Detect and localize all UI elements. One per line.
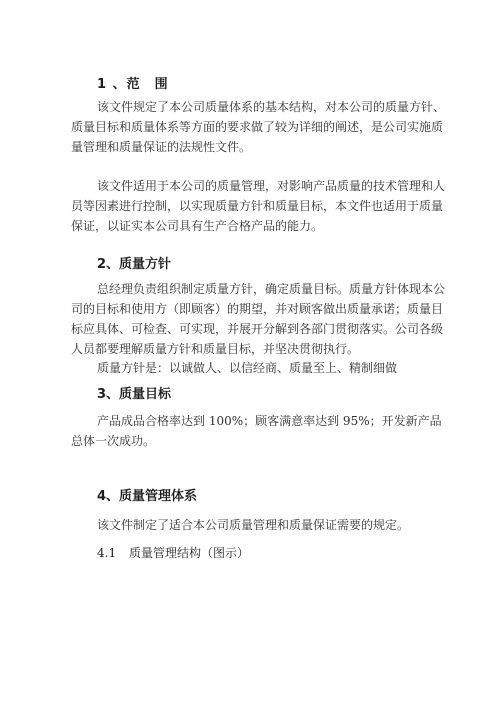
section-2-paragraph-1: 总经理负责组织制定质量方针，确定质量目标。质量方针体现本公司的目标和使用方（即顾客）的期望，并对顾客做出质量承诺；质量目标应具体、可检查、可实现，并展开分解到各部门贯彻落实。公司各级人员都要理解质量方针和质量目标，并坚决贯彻执行。 [71, 282, 446, 356]
subsection-number: 4.1 [97, 546, 117, 560]
subsection-title: 质量管理结构（图示） [129, 546, 250, 560]
section-4-paragraph-1: 该文件制定了适合本公司质量管理和质量保证需要的规定。 [97, 518, 410, 532]
section-1-paragraph-1: 该文件规定了本公司质量体系的基本结构，对本公司的质量方针、质量目标和质量体系等方面的要求做了较为详细的阐述，是公司实施质量管理和质量保证的法规性文件。 [71, 100, 446, 154]
section-3-heading: 3、质量目标 [97, 387, 172, 402]
subsection-4-1-heading [97, 545, 249, 561]
section-4-heading: 4、质量管理体系 [97, 489, 198, 504]
section-2-heading: 2、质量方针 [97, 257, 172, 272]
section-2-quality-policy: 质量方针是：以诚做人、以信经商、质量至上、精制细做 [97, 361, 398, 375]
section-3-paragraph-1: 产品成品合格率达到 100%；顾客满意率达到 95%；开发新产品总体一次成功。 [71, 414, 442, 448]
section-1-heading: 1 、范 围 [97, 77, 169, 92]
section-1-paragraph-2: 该文件适用于本公司的质量管理，对影响产品质量的技术管理和人员等因素进行控制，以实现质量方针和质量目标，本文件也适用于质量保证，以证实本公司具有生产合格产品的能力。 [71, 179, 446, 233]
